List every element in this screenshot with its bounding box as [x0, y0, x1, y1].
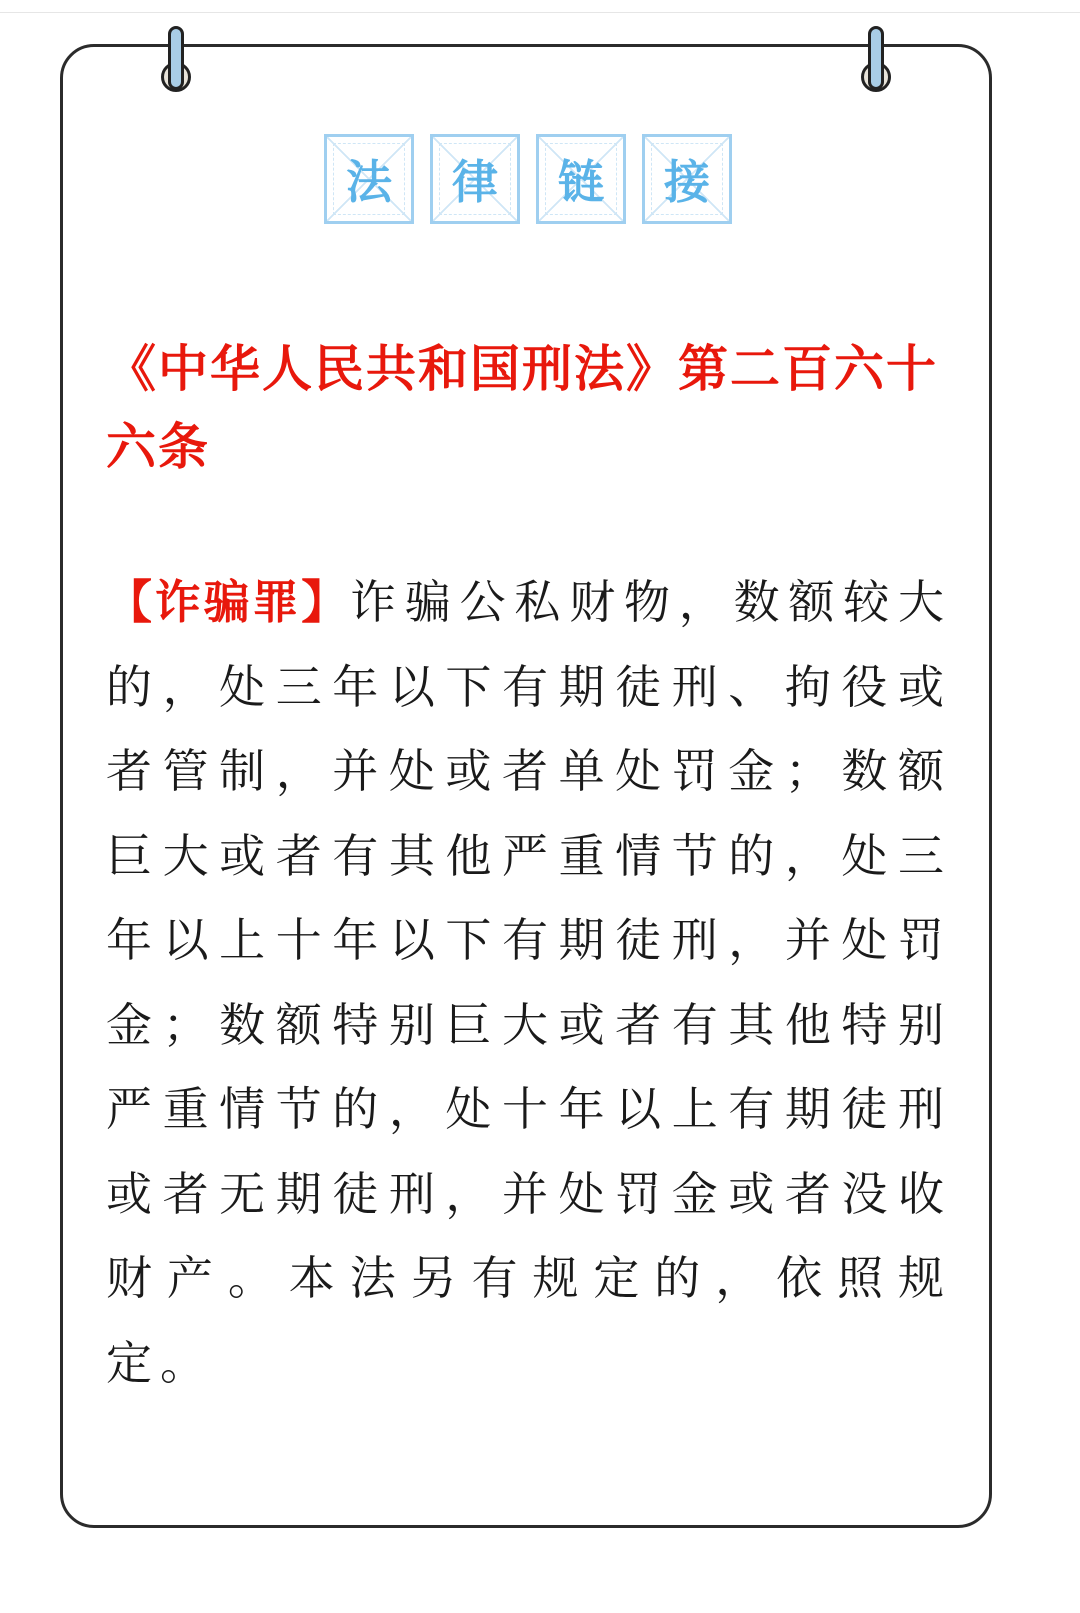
section-heading	[324, 134, 732, 224]
law-article-title: 《中华人民共和国刑法》第二百六十六条	[106, 340, 938, 476]
heading-char: 律	[452, 155, 498, 209]
law-article-body	[106, 560, 952, 1405]
heading-char-box	[536, 134, 626, 224]
binder-ring-right-icon	[868, 26, 884, 90]
top-divider	[0, 12, 1080, 13]
heading-char-box	[430, 134, 520, 224]
binder-ring-left-icon	[168, 26, 184, 90]
heading-char-box	[642, 134, 732, 224]
heading-char-box	[324, 134, 414, 224]
heading-char: 法	[346, 155, 392, 209]
article-text: 诈骗公私财物，数额较大的，处三年以下有期徒刑、拘役或者管制，并处或者单处罚金；数额巨大或者有其他严重情节的，处三年以上十年以下有期徒刑，并处罚金；数额特别巨大或者有其他特别严重情节的，处十年以上有期徒刑或者无期徒刑，并处罚金或者没收财产。本法另有规定的，依照规定。	[106, 575, 953, 1390]
crime-name-label: 【诈骗罪】	[106, 575, 350, 629]
heading-char: 接	[664, 155, 710, 209]
heading-char: 链	[558, 155, 604, 209]
